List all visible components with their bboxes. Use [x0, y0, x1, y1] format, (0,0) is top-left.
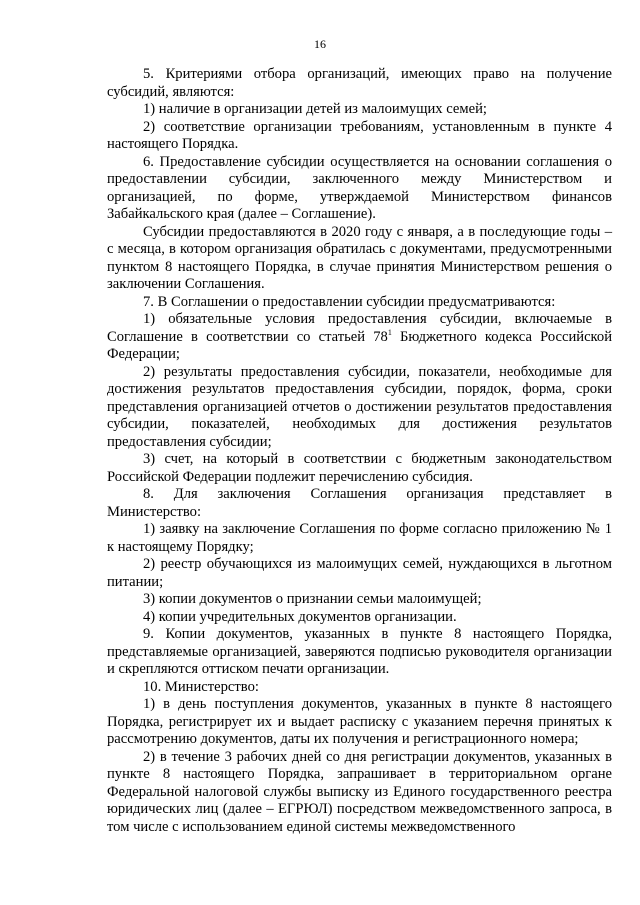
- paragraph-7: 7. В Соглашении о предоставлении субсидии предусматриваются:: [143, 293, 556, 310]
- paragraph-10-item-1: 1) в день поступления документов, указанных в пункте 8 настоящего Порядка, регистрирует их и выдает расписку с указанием перечня принятых к рассмотрению документов, даты их получения и регистрационного номера;: [107, 696, 612, 747]
- paragraph-5-item-2: 2) соответствие организации требованиям, установленным в пункте 4 настоящего Порядка.: [107, 118, 612, 152]
- paragraph-7-item-1: [107, 311, 612, 364]
- paragraph-6-subsidy-timing: Субсидии предоставляются в 2020 году с января, а в последующие годы – с месяца, в котором организация обратилась с документами, предусмотренными пунктом 8 настоящего Порядка, в случае принятия Министерством решения о заключении Соглашения.: [107, 223, 612, 292]
- page-number: 16: [314, 37, 326, 51]
- paragraph-5-item-1: 1) наличие в организации детей из малоимущих семей;: [143, 101, 487, 117]
- paragraph-8-item-3: 3) копии документов о признании семьи малоимущей;: [143, 591, 482, 607]
- paragraph-6: 6. Предоставление субсидии осуществляется на основании соглашения о предоставлении субсидии, заключенного между Министерством и организацией, по форме, утверждаемой Министерством финансов Забайкальского края (далее – Соглашение).: [107, 153, 612, 222]
- paragraph-5: 5. Критериями отбора организаций, имеющих право на получение субсидий, являются:: [107, 66, 612, 100]
- paragraph-7-item-1-text: 1) обязательные условия предоставления субсидии, включаемые в Соглашение в соответствии со статьей 78: [107, 311, 612, 345]
- paragraph-8-item-2: 2) реестр обучающихся из малоимущих семей, нуждающихся в льготном питании;: [107, 556, 612, 590]
- paragraph-8-item-1: 1) заявку на заключение Соглашения по форме согласно приложению № 1 к настоящему Порядку;: [107, 521, 612, 555]
- paragraph-7-item-1-tail: Бюджетного кодекса Российской Федерации;: [107, 328, 613, 362]
- document-body: [107, 66, 612, 836]
- paragraph-10-item-2: 2) в течение 3 рабочих дней со дня регистрации документов, указанных в пункте 8 настоящего Порядка, запрашивает в территориальном органе Федеральной налоговой службы выписку из Единого государственного реестра юридических лиц (далее – ЕГРЮЛ) посредством межведомственного запроса, в том числе с использованием единой системы межведомственного: [107, 748, 612, 835]
- article-superscript: 1: [387, 327, 392, 337]
- paragraph-8: 8. Для заключения Соглашения организация представляет в Министерство:: [107, 486, 612, 520]
- paragraph-8-item-4: 4) копии учредительных документов организации.: [143, 608, 457, 625]
- paragraph-9: 9. Копии документов, указанных в пункте 8 настоящего Порядка, представляемые организацией, заверяются подписью руководителя организации и скрепляются оттиском печати организации.: [107, 626, 612, 677]
- paragraph-10: 10. Министерство:: [143, 678, 259, 695]
- paragraph-7-item-2: 2) результаты предоставления субсидии, показатели, необходимые для достижения результатов предоставления субсидии, порядок, форма, сроки представления организацией отчетов о достижении результатов предоставления субсидии, показателей, необходимых для достижения результатов предоставления субсидии;: [107, 363, 612, 450]
- paragraph-7-item-3: 3) счет, на который в соответствии с бюджетным законодательством Российской Федерации подлежит перечислению субсидия.: [107, 451, 612, 485]
